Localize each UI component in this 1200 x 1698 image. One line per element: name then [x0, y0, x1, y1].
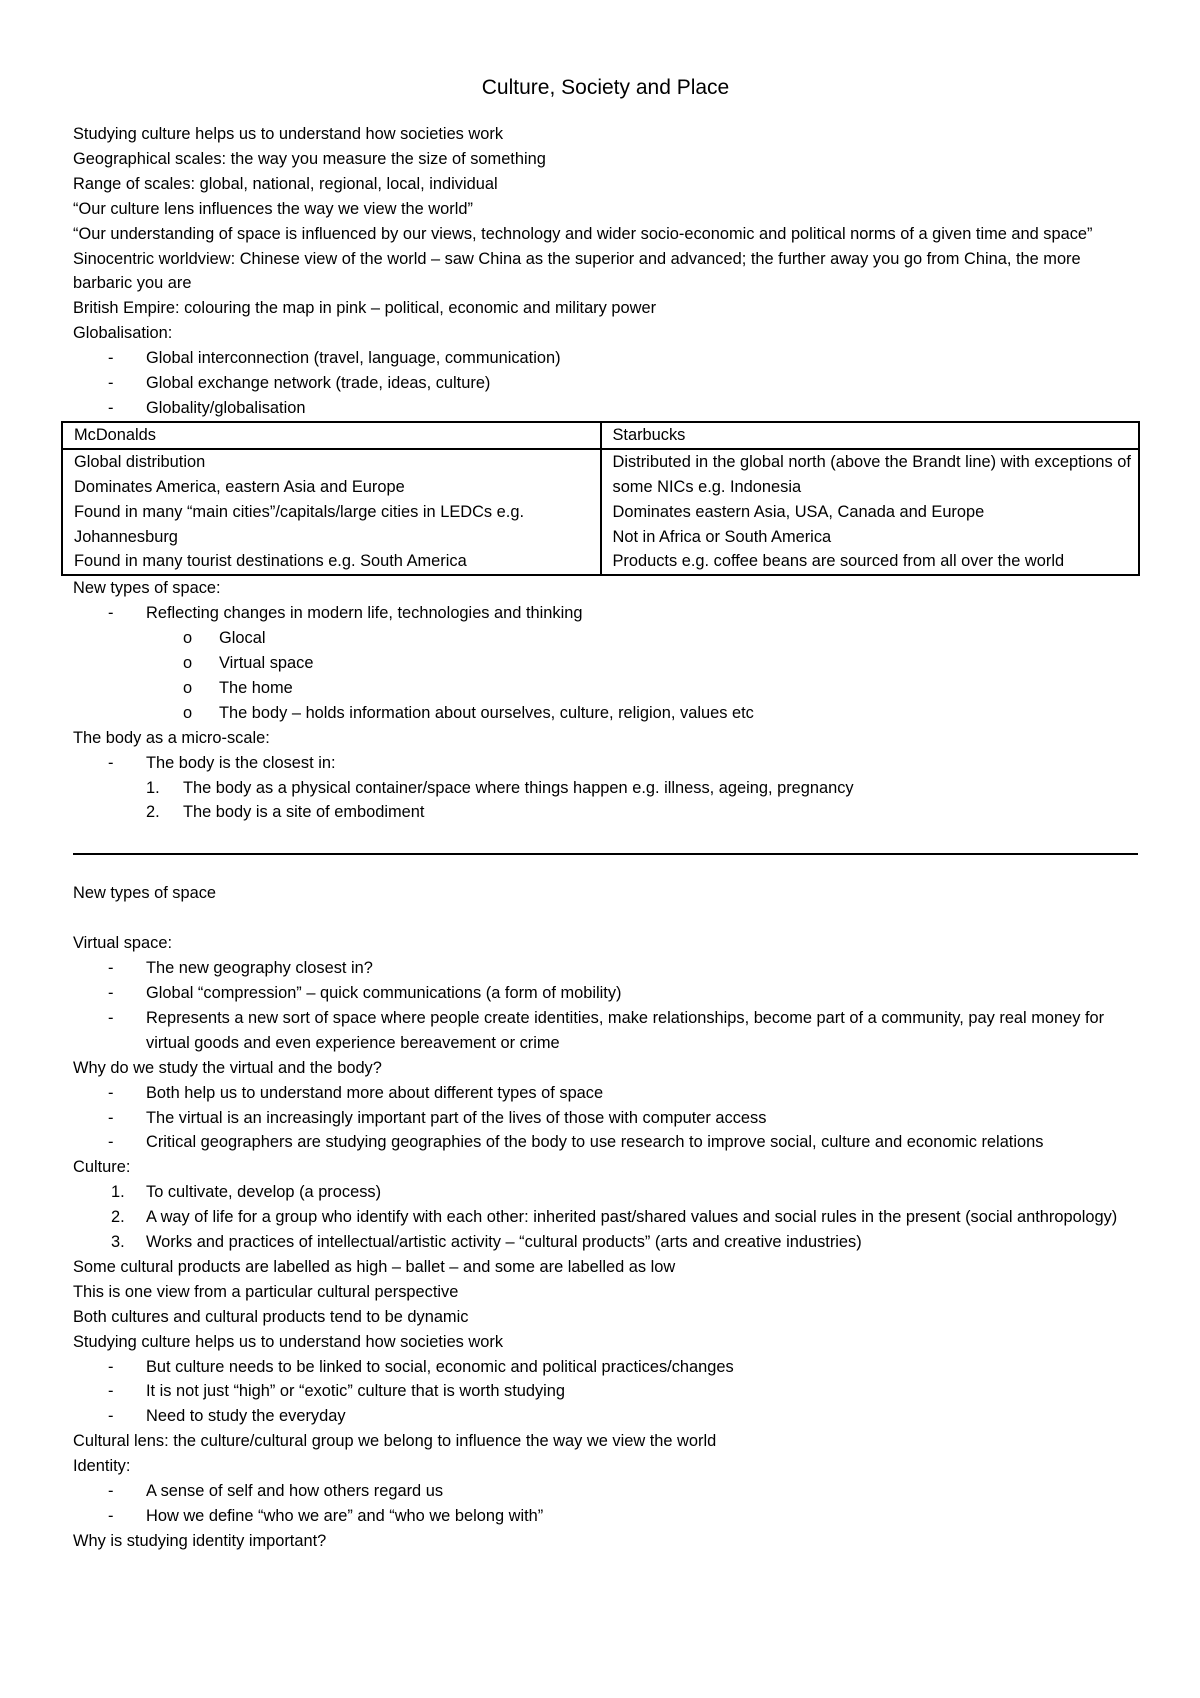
text-line: “Our understanding of space is influenced by our views, technology and wider socio-economic and political norms of a given time and space”: [73, 224, 1093, 243]
table-header-cell: McDonalds: [62, 422, 601, 449]
table-cell-mcdonalds: Global distribution Dominates America, eastern Asia and Europe Found in many “main cities”/capitals/large cities in LEDCs e.g. Johannesburg Found in many tourist destinations e.g. South America: [62, 449, 601, 576]
bullet-item: - How we define “who we are” and “who we belong with”: [73, 1504, 1138, 1529]
sub-bullet-item: o The body – holds information about ourselves, culture, religion, values etc: [73, 701, 1138, 726]
bullet-item: - The body is the closest in:: [73, 751, 1138, 776]
section-heading: New types of space: [73, 884, 217, 903]
dash-marker: -: [108, 753, 114, 772]
section-heading: Identity:: [73, 1457, 131, 1476]
numbered-item: 1. To cultivate, develop (a process): [73, 1180, 1138, 1205]
number-marker: 1.: [111, 1183, 125, 1202]
bullet-item: - Reflecting changes in modern life, technologies and thinking: [73, 601, 1138, 626]
bullet-item: - It is not just “high” or “exotic” culture that is worth studying: [73, 1379, 1138, 1404]
dash-marker: -: [108, 1083, 114, 1102]
bullet-item: - Critical geographers are studying geographies of the body to use research to improve social, culture and economic relations: [73, 1130, 1138, 1155]
circle-marker: o: [183, 654, 193, 673]
bullet-item: - But culture needs to be linked to social, economic and political practices/changes: [73, 1355, 1138, 1380]
bullet-item: - The virtual is an increasingly important part of the lives of those with computer access: [73, 1106, 1138, 1131]
table-header-cell: Starbucks: [601, 422, 1140, 449]
text-line: Both cultures and cultural products tend to be dynamic: [73, 1307, 469, 1326]
dash-marker: -: [108, 374, 114, 393]
document-page: [73, 72, 1138, 1554]
sub-bullet-item: o Virtual space: [73, 651, 1138, 676]
dash-marker: -: [108, 1382, 114, 1401]
section-divider: [73, 853, 1138, 855]
text-line: Studying culture helps us to understand how societies work: [73, 1332, 504, 1351]
document-title: Culture, Society and Place: [481, 76, 730, 99]
sub-bullet-item: o Glocal: [73, 626, 1138, 651]
bullet-item: - Both help us to understand more about different types of space: [73, 1081, 1138, 1106]
numbered-item: 3. Works and practices of intellectual/artistic activity – “cultural products” (arts and creative industries): [73, 1230, 1138, 1255]
number-marker: 1.: [146, 778, 160, 797]
dash-marker: -: [108, 1407, 114, 1426]
number-marker: 2.: [111, 1208, 125, 1227]
bullet-item: - Global exchange network (trade, ideas, culture): [73, 371, 1138, 396]
bullet-item: - Need to study the everyday: [73, 1404, 1138, 1429]
bullet-item: - A sense of self and how others regard us: [73, 1479, 1138, 1504]
dash-marker: -: [108, 604, 114, 623]
globalisation-heading: Globalisation:: [73, 324, 173, 343]
text-line: “Our culture lens influences the way we view the world”: [73, 199, 473, 218]
sub-bullet-item: o The home: [73, 676, 1138, 701]
dash-marker: -: [108, 959, 114, 978]
section-heading: Culture:: [73, 1158, 131, 1177]
section-heading: Why do we study the virtual and the body?: [73, 1058, 382, 1077]
circle-marker: o: [183, 629, 193, 648]
section-heading: Virtual space:: [73, 934, 173, 953]
dash-marker: -: [108, 349, 114, 368]
text-line: Range of scales: global, national, regional, local, individual: [73, 174, 498, 193]
dash-marker: -: [108, 1008, 114, 1027]
dash-marker: -: [108, 1482, 114, 1501]
table-row: [62, 449, 1139, 576]
table-header-row: [62, 422, 1139, 449]
dash-marker: -: [108, 1133, 114, 1152]
bullet-item: - The new geography closest in?: [73, 956, 1138, 981]
dash-marker: -: [108, 983, 114, 1002]
circle-marker: o: [183, 678, 193, 697]
dash-marker: -: [108, 398, 114, 417]
bullet-item: - Represents a new sort of space where people create identities, make relationships, become part of a community, pay real money for virtual goods and even experience bereavement or crime: [73, 1006, 1138, 1056]
dash-marker: -: [108, 1507, 114, 1526]
text-line: Some cultural products are labelled as high – ballet – and some are labelled as low: [73, 1257, 676, 1276]
section-heading: The body as a micro-scale:: [73, 728, 270, 747]
numbered-item: 1. The body as a physical container/space where things happen e.g. illness, ageing, pregnancy: [73, 776, 1138, 801]
bullet-item: - Globality/globalisation: [73, 396, 1138, 421]
number-marker: 3.: [111, 1233, 125, 1252]
text-line: Sinocentric worldview: Chinese view of the world – saw China as the superior and advanced; the further away you go from China, the more barbaric you are: [73, 249, 1081, 293]
circle-marker: o: [183, 703, 193, 722]
text-line: This is one view from a particular cultural perspective: [73, 1282, 459, 1301]
bullet-item: - Global “compression” – quick communications (a form of mobility): [73, 981, 1138, 1006]
table-cell-starbucks: Distributed in the global north (above the Brandt line) with exceptions of some NICs e.g. Indonesia Dominates eastern Asia, USA, Canada and Europe Not in Africa or South America Products e.g. coffee beans are sourced from all over the world: [601, 449, 1140, 576]
text-line: Geographical scales: the way you measure the size of something: [73, 149, 546, 168]
comparison-table: [61, 421, 1140, 576]
text-line: Cultural lens: the culture/cultural group we belong to influence the way we view the world: [73, 1432, 717, 1451]
dash-marker: -: [108, 1108, 114, 1127]
numbered-item: 2. The body is a site of embodiment: [73, 800, 1138, 825]
bullet-item: - Global interconnection (travel, language, communication): [73, 346, 1138, 371]
text-line: British Empire: colouring the map in pink – political, economic and military power: [73, 299, 657, 318]
text-line: Studying culture helps us to understand how societies work: [73, 125, 504, 143]
numbered-item: 2. A way of life for a group who identify with each other: inherited past/shared values and social rules in the present (social anthropology): [73, 1205, 1138, 1230]
number-marker: 2.: [146, 803, 160, 822]
section-heading: New types of space:: [73, 579, 221, 598]
dash-marker: -: [108, 1357, 114, 1376]
text-line: Why is studying identity important?: [73, 1531, 327, 1550]
